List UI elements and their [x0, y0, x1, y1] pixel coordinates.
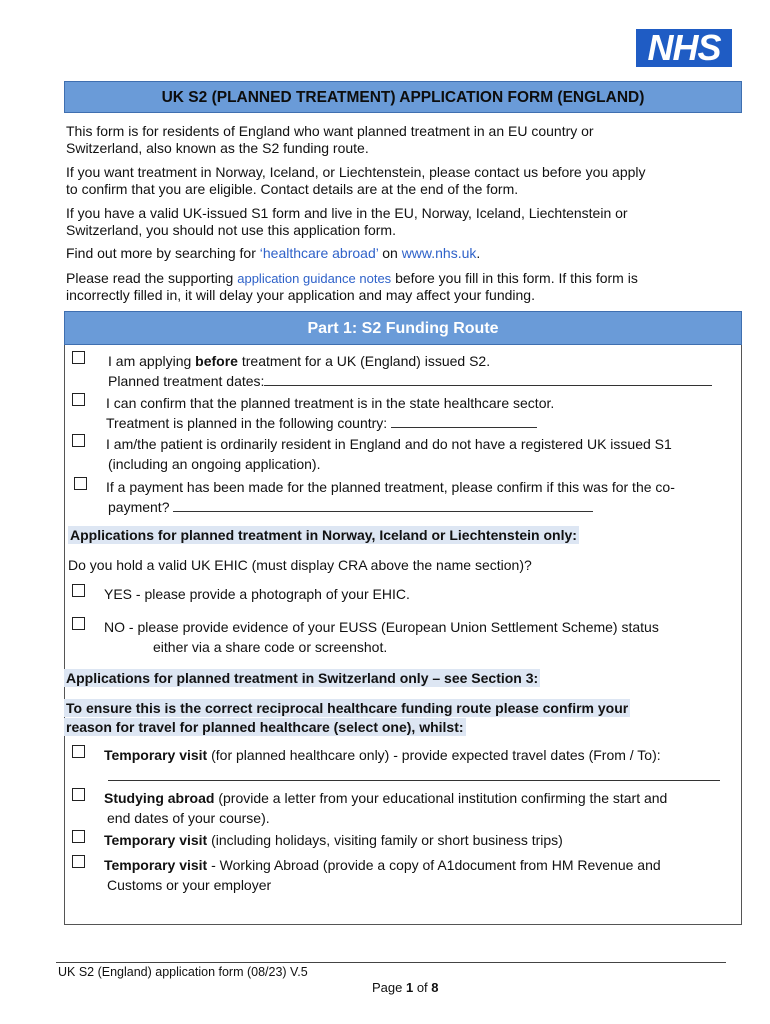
nil-applications-heading: Applications for planned treatment in Norway, Iceland or Liechtenstein only:: [70, 527, 577, 543]
item-text: I am/the patient is ordinarily resident in England and do not have a registered UK issued S1: [106, 436, 672, 452]
item-text: (including an ongoing application).: [108, 456, 321, 472]
healthcare-abroad-link[interactable]: ‘healthcare abroad’: [259, 245, 379, 261]
option-text: (including holidays, visiting family or short business trips): [207, 832, 563, 848]
page-label: Page: [372, 980, 406, 995]
page-total: 8: [431, 980, 439, 995]
item-text: payment?: [108, 499, 170, 515]
option-text: end dates of your course).: [107, 810, 270, 826]
temporary-visit-healthcare-checkbox[interactable]: [72, 745, 85, 758]
option-text: Customs or your employer: [107, 877, 272, 893]
ehic-question: Do you hold a valid UK EHIC (must display CRA above the name section)?: [68, 557, 532, 573]
intro-text: on: [378, 245, 402, 261]
copayment-field[interactable]: [173, 497, 593, 512]
option-text-bold: Studying abroad: [104, 790, 215, 806]
page-current: 1: [405, 980, 414, 995]
intro-text: .: [476, 245, 481, 261]
footer-form-reference: UK S2 (England) application form (08/23) V.5: [58, 965, 308, 979]
intro-paragraph-5: [66, 270, 742, 304]
footer-divider: [56, 962, 726, 963]
switzerland-applications-heading: Applications for planned treatment in Switzerland only – see Section 3:: [66, 670, 539, 686]
heading-line: reason for travel for planned healthcare (select one), whilst:: [66, 719, 464, 735]
footer-page-number: [372, 980, 439, 995]
temporary-visit-working-checkbox[interactable]: [72, 855, 85, 868]
intro-text: If you have a valid UK-issued S1 form and live in the EU, Norway, Iceland, Liechtenstein or: [66, 205, 628, 221]
intro-paragraph-4: [66, 245, 742, 262]
item-text: Planned treatment dates:: [108, 373, 265, 389]
item-text: treatment for a UK (England) issued S2.: [237, 353, 491, 369]
travel-dates-field[interactable]: [108, 780, 720, 781]
option-text-bold: Temporary visit: [104, 832, 208, 848]
intro-paragraph-1: [66, 123, 742, 157]
intro-text: If you want treatment in Norway, Iceland, or Liechtenstein, please contact us before you apply: [66, 164, 646, 180]
item-before-treatment: [108, 351, 738, 391]
item-text: I am applying: [108, 353, 196, 369]
option-text: (for planned healthcare only) - provide expected travel dates (From / To):: [207, 747, 661, 763]
heading-line: To ensure this is the correct reciprocal healthcare funding route please confirm your: [66, 700, 629, 716]
nhs-website-link[interactable]: www.nhs.uk: [401, 245, 477, 261]
before-treatment-checkbox[interactable]: [72, 351, 85, 364]
item-text: If a payment has been made for the planned treatment, please confirm if this was for the co-: [106, 479, 675, 495]
option-text-bold: Temporary visit: [104, 857, 208, 873]
ehic-yes-checkbox[interactable]: [72, 584, 85, 597]
guidance-notes-link[interactable]: application guidance notes: [237, 271, 392, 286]
resident-checkbox[interactable]: [72, 434, 85, 447]
option-studying-abroad: [104, 788, 740, 828]
form-title: UK S2 (PLANNED TREATMENT) APPLICATION FORM (ENGLAND): [64, 81, 742, 113]
nhs-logo: NHS: [636, 29, 732, 67]
intro-text: to confirm that you are eligible. Contact details are at the end of the form.: [66, 181, 519, 197]
copayment-checkbox[interactable]: [74, 477, 87, 490]
intro-text: Switzerland, you should not use this application form.: [66, 222, 396, 238]
intro-text: Find out more by searching for: [66, 245, 260, 261]
intro-text: This form is for residents of England who want planned treatment in an EU country or: [66, 123, 594, 139]
part1-heading: Part 1: S2 Funding Route: [64, 311, 742, 345]
treatment-dates-field[interactable]: [264, 371, 712, 386]
page-of: of: [413, 980, 432, 995]
item-text: I can confirm that the planned treatment is in the state healthcare sector.: [106, 395, 555, 411]
treatment-country-field[interactable]: [391, 413, 537, 428]
ehic-no-checkbox[interactable]: [72, 617, 85, 630]
option-temporary-visit-holiday: [104, 830, 740, 850]
state-sector-checkbox[interactable]: [72, 393, 85, 406]
intro-text: incorrectly filled in, it will delay your application and may affect your funding.: [66, 287, 535, 303]
item-text-bold: before: [195, 353, 238, 369]
ehic-no-label: [104, 617, 740, 657]
temporary-visit-holiday-checkbox[interactable]: [72, 830, 85, 843]
option-temporary-visit-working: [104, 855, 740, 895]
reason-for-travel-heading: [64, 699, 630, 737]
item-copayment: [106, 477, 740, 517]
intro-paragraph-3: [66, 205, 742, 239]
item-state-sector: [106, 393, 736, 433]
option-text: - Working Abroad (provide a copy of A1document from HM Revenue and: [207, 857, 661, 873]
item-text: Treatment is planned in the following country:: [106, 415, 388, 431]
intro-text: before you fill in this form. If this form is: [391, 270, 638, 286]
item-resident: [106, 434, 740, 474]
option-temporary-visit-healthcare: [104, 745, 740, 765]
option-text-bold: Temporary visit: [104, 747, 208, 763]
option-text: (provide a letter from your educational institution confirming the start and: [214, 790, 668, 806]
intro-text: Please read the supporting: [66, 270, 238, 286]
ehic-yes-label: YES - please provide a photograph of your EHIC.: [104, 586, 410, 602]
intro-text: Switzerland, also known as the S2 funding route.: [66, 140, 369, 156]
item-text: NO - please provide evidence of your EUSS (European Union Settlement Scheme) status: [104, 619, 659, 635]
item-text: either via a share code or screenshot.: [153, 639, 388, 655]
studying-abroad-checkbox[interactable]: [72, 788, 85, 801]
intro-paragraph-2: [66, 164, 742, 198]
